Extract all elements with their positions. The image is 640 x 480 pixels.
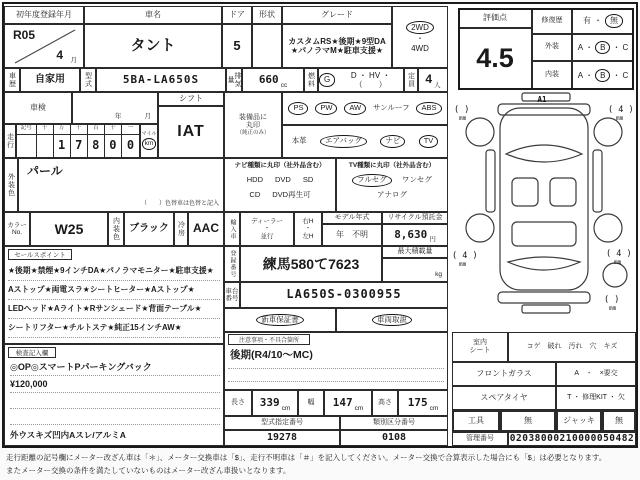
rear-bumper-shape — [498, 292, 590, 303]
rear-window-shape — [508, 257, 580, 270]
spare-tire-value: T ・ 修理KIT ・ 欠 — [556, 386, 636, 410]
sales-line-4: シートリフター★チルトステ★純正15インチAW★ — [8, 319, 220, 338]
shaken-year-unit: 年 — [115, 112, 122, 120]
tread-spare-unit: mm — [609, 305, 617, 312]
payload-label: 最大積載量 — [382, 246, 448, 258]
length-unit: cm — [281, 404, 291, 412]
handle-side-cell — [294, 212, 322, 246]
windshield-value: A ・ ×要交 — [556, 362, 636, 386]
grade-line1: カスタムRS★後期★9型DA — [288, 36, 386, 46]
shape-value — [252, 24, 282, 68]
nav-dvd: DVD — [274, 175, 291, 185]
fuel-gasoline-marked: G — [319, 73, 335, 86]
interior-grade-value — [572, 61, 634, 90]
interior-grade-a: A — [577, 70, 584, 80]
payload-value — [382, 258, 448, 282]
class-designation-label: 類別区分番号 — [340, 416, 448, 430]
equipment-title-2: 丸印 — [246, 121, 260, 129]
mileage-digit-symbol — [17, 135, 37, 157]
exterior-grade-c: C — [622, 42, 629, 52]
nav-dvd-play: DVD再生可 — [272, 190, 311, 200]
mileage-grid-digits — [17, 135, 139, 157]
nav-row1 — [247, 176, 314, 185]
sales-line-1: ★後期★禁煙★9インチDA★パノラマモニター★駐車支援★ — [8, 262, 220, 281]
inspection-rule-1 — [10, 408, 220, 409]
shift-value: IAT — [158, 106, 224, 158]
tv-row1 — [352, 174, 432, 187]
recycle-fee-unit: 円 — [429, 235, 436, 243]
warranty-booklet-marked: 新車保証書 — [256, 314, 304, 327]
mileage-head-100: 百 — [88, 125, 105, 134]
history-label: 車歴 — [4, 68, 20, 92]
ac-label: 冷房 — [174, 212, 188, 246]
exterior-grade-a: A — [577, 42, 584, 52]
tread-rear-right-unit: mm — [614, 259, 622, 266]
seat-label-1: 室内 — [473, 338, 487, 346]
management-number-value: 02038000210000050482 — [508, 432, 636, 446]
mileage-digit-100: 8 — [88, 135, 105, 157]
exterior-sep2: ・ — [612, 42, 621, 52]
height-number: 175 — [407, 395, 428, 409]
car-name-value: タント — [84, 24, 222, 68]
evaluation-score-value: 4.5 — [458, 28, 532, 90]
reg-month-unit: 月 — [70, 56, 77, 64]
height-unit: cm — [429, 404, 439, 412]
tv-analog: アナログ — [377, 190, 407, 200]
car-top-view-diagram — [452, 90, 636, 332]
nav-cd: CD — [249, 190, 261, 200]
type-designation-label: 型式指定番号 — [224, 416, 340, 430]
nav-type-title: ナビ種類に丸印（社外品含む） — [234, 162, 326, 169]
grade-label: グレード — [282, 6, 392, 24]
import-label: 輸入車 — [224, 212, 240, 246]
jack-label: ジャッキ — [556, 410, 602, 432]
equip-leather: 本革 — [291, 136, 307, 146]
repair-history-label: 修復歴 — [532, 8, 572, 34]
tv-type-cell — [336, 158, 448, 212]
spare-tire-shape — [603, 263, 627, 287]
wheel-rear-right — [594, 214, 622, 242]
tread-rear-right: ( 4 ) — [606, 249, 632, 259]
exterior-color-label: 外装色 — [4, 158, 18, 212]
first-registration-value — [4, 24, 84, 68]
model-year-label: モデル年式 — [322, 212, 382, 224]
class-designation-value: 0108 — [340, 430, 448, 446]
width-number: 147 — [332, 395, 353, 409]
windshield-label: フロントガラス — [452, 362, 556, 386]
equipment-row1 — [282, 92, 448, 125]
width-unit: cm — [354, 404, 364, 412]
seat-rear-bench — [512, 222, 576, 246]
exterior-grade-label: 外装 — [532, 34, 572, 61]
interior-grade-c: C — [622, 70, 629, 80]
displacement-value — [242, 68, 304, 92]
mileage-head-10k: 万 — [54, 125, 71, 134]
payload-unit: kg — [435, 270, 442, 278]
capacity-value — [418, 68, 448, 92]
seat-front-right — [550, 178, 576, 206]
interior-sep2: ・ — [612, 70, 621, 80]
shift-label: シフト — [158, 92, 224, 106]
interior-color-value: ブラック — [124, 212, 174, 246]
seat-condition-options: コゲ 破れ 汚れ 穴 キズ — [508, 332, 636, 362]
repair-sep: ・ — [594, 16, 602, 26]
mileage-head-10: 十 — [105, 125, 122, 134]
length-number: 339 — [259, 395, 280, 409]
equip-airbag-marked: エアバッグ — [320, 135, 367, 148]
inspection-notes-title: 検査記入欄 — [8, 347, 56, 358]
mileage-head-symbol: 記号 — [17, 125, 37, 134]
import-dealer-cell — [240, 212, 294, 246]
color-change-note: （ ）色替車は色替と記入 — [140, 201, 219, 208]
shaken-value — [72, 92, 158, 124]
import-dealer: ディーラー — [251, 217, 283, 225]
displacement-label: 排気量 — [226, 68, 242, 92]
model-code-value: 5BA-LA650S — [96, 68, 226, 92]
mileage-digit-10: 0 — [105, 135, 122, 157]
exterior-grade-b-marked: B — [595, 41, 610, 54]
recycle-fee-value — [382, 224, 448, 246]
fuel-label: 燃料 — [304, 68, 318, 92]
exterior-grade-value — [572, 34, 634, 61]
shaken-month-unit: 月 — [144, 112, 151, 120]
reg-month: 4 — [56, 48, 63, 63]
shape-label: 形状 — [252, 6, 282, 24]
car-name-label: 車名 — [84, 6, 222, 24]
equipment-title-1: 装備品に — [239, 113, 267, 121]
interior-sep1: ・ — [585, 70, 594, 80]
tv-type-title: TV種類に丸印（社外品含む） — [348, 162, 436, 169]
inspection-line-1: ◎OP◎スマートPパーキングバック — [10, 360, 220, 376]
handle-left: 左H — [302, 232, 314, 240]
recycle-fee-number: 8,630 — [394, 227, 428, 241]
tread-front-left-unit: mm — [459, 115, 467, 122]
seat-front-left — [512, 178, 538, 206]
mileage-digit-1k: 7 — [71, 135, 88, 157]
sales-line-3: LEDヘッド★Aライト★Rサンシェード★背面テーブル★ — [8, 300, 220, 319]
notes-rule-1 — [228, 368, 444, 369]
tv-fullseg-marked: フルセグ — [352, 174, 392, 187]
tread-rear-left: ( 4 ) — [452, 251, 478, 261]
seat-condition-label — [452, 332, 508, 362]
equip-sunroof: サンルーフ — [373, 103, 410, 113]
mileage-head-1k: 千 — [71, 125, 88, 134]
car-body-outline — [500, 108, 588, 290]
equip-aw-marked: AW — [344, 102, 366, 115]
grade-value — [282, 24, 392, 68]
displacement-unit: cc — [280, 81, 288, 89]
drive-separator: ・ — [416, 34, 424, 44]
mileage-unit-cell — [140, 124, 158, 158]
door-value: 5 — [222, 24, 252, 68]
type-designation-value: 19278 — [224, 430, 340, 446]
tread-front-left: ( ) — [454, 105, 470, 115]
footer-disclaimer-line2: またメーター交換の条件を満たしていないものはメーター改ざん車扱いとなります。 — [6, 466, 291, 476]
equipment-title — [224, 92, 282, 158]
exterior-color-cell — [18, 158, 224, 212]
model-year-value: 年 不明 — [322, 224, 382, 246]
history-value: 自家用 — [20, 68, 80, 92]
exterior-sep1: ・ — [585, 42, 594, 52]
notes-text: 後期(R4/10～MC) — [230, 348, 313, 361]
nav-sd: SD — [302, 175, 314, 185]
equipment-row2 — [282, 125, 448, 158]
chassis-number-label-text: 車台番号 — [225, 287, 239, 302]
tools-value: 無 — [500, 410, 556, 432]
interior-grade-label: 内装 — [532, 61, 572, 90]
mile-option: マイル — [141, 131, 157, 138]
import-parallel: 並行 — [260, 232, 274, 240]
tv-oneseg: ワンセグ — [401, 175, 432, 185]
spare-tire-label: スペアタイヤ — [452, 386, 556, 410]
km-marked: km — [142, 138, 157, 149]
tools-label: 工具 — [452, 410, 500, 432]
equip-pw-marked: PW — [315, 102, 337, 115]
grade-line2: ★パノラマM★駐車支援★ — [290, 46, 384, 55]
equip-tv-marked: TV — [419, 135, 439, 148]
width-label: 幅 — [298, 390, 324, 416]
handle-right: 右H — [302, 217, 314, 225]
color-no-label: カラーNo. — [4, 212, 30, 246]
equip-ps-marked: PS — [288, 102, 308, 115]
tread-front-right: ( 4 ) — [608, 105, 634, 115]
mileage-digit-10k: 1 — [54, 135, 71, 157]
length-label: 長さ — [224, 390, 252, 416]
registration-number-label: 登録番号 — [224, 246, 240, 282]
wheel-front-right — [594, 118, 622, 146]
interior-grade-b-marked: B — [595, 69, 610, 82]
ac-value: AAC — [188, 212, 224, 246]
sales-points-title: セールスポイント — [8, 249, 72, 260]
mileage-grid-headers — [17, 125, 139, 135]
wheel-front-left — [466, 118, 494, 146]
displacement-number: 660 — [258, 72, 279, 86]
nav-row2 — [249, 191, 310, 200]
sales-line-2: Aストップ★両電スラ★シートヒーター★Aストップ★ — [8, 281, 220, 300]
footer-disclaimer-line1: 走行距離の記号欄にメーター改ざん車は「＊」、メーター交換車は「$」、走行不明車は「＃」を記入してください。メーター交換で合算表示した場合にも「$」は必要となります。 — [6, 453, 607, 463]
height-label: 高さ — [372, 390, 398, 416]
capacity-unit: 人 — [434, 81, 441, 89]
recycle-fee-label: リサイクル預託金 — [382, 212, 448, 224]
equip-abs-marked: ABS — [416, 102, 441, 115]
shaken-label: 車検 — [4, 92, 72, 124]
width-value — [324, 390, 372, 416]
inspection-line-2: ¥120,000 — [10, 377, 220, 393]
drive-4wd: 4WD — [411, 43, 429, 53]
chassis-number-label — [224, 282, 240, 308]
jack-value: 無 — [602, 410, 636, 432]
side-molding-right — [593, 150, 602, 212]
exterior-color-value: パール — [27, 164, 63, 178]
inspection-bottom-line: 外ウスキズ凹内Aスレ/アルミA — [10, 430, 126, 441]
repair-yes: 有 — [583, 16, 591, 26]
evaluation-score-label: 評価点 — [458, 8, 532, 28]
first-registration-label: 初年度登録年月 — [4, 6, 84, 24]
interior-color-label: 内装色 — [108, 212, 124, 246]
notes-title: 注意事項・不具合箇所 — [228, 334, 310, 345]
drive-type-cell — [392, 6, 448, 68]
inspection-rule-2 — [10, 424, 220, 425]
owner-manual-cell — [336, 308, 448, 332]
mileage-head-100k: 十 — [37, 125, 54, 134]
reg-era: R05 — [13, 28, 36, 42]
color-no-value: W25 — [30, 212, 108, 246]
model-code-label: 型式 — [80, 68, 96, 92]
seat-label-2: シート — [469, 347, 491, 354]
tread-rear-left-unit: mm — [459, 261, 467, 268]
rear-plate-shape — [522, 305, 570, 313]
tread-spare: ( ) — [604, 295, 620, 305]
car-diagram-area — [452, 90, 636, 332]
door-label: ドア — [222, 6, 252, 24]
mileage-head-1: 一 — [127, 125, 134, 131]
equipment-title-3: （純正のみ） — [236, 129, 270, 136]
warranty-booklet-cell — [224, 308, 336, 332]
import-sep1: ・ — [263, 225, 271, 233]
mileage-label: 走行 — [4, 124, 16, 158]
mileage-digit-1: 0 — [126, 138, 135, 153]
capacity-label: 定員 — [404, 68, 418, 92]
damage-code-front: A1 — [537, 95, 547, 104]
side-molding-left — [486, 150, 495, 212]
equip-navi-marked: ナビ — [380, 135, 405, 148]
capacity-number: 4 — [425, 72, 433, 87]
fuel-value — [318, 68, 404, 92]
nav-type-cell — [224, 158, 336, 212]
registration-number-value: 練馬580て7623 — [240, 246, 382, 282]
import-sep2: ・ — [304, 225, 312, 233]
repair-history-value — [572, 8, 634, 34]
windshield-shape — [506, 145, 582, 162]
chassis-number-value: LA650S-0300955 — [240, 282, 448, 308]
length-value — [252, 390, 298, 416]
nav-hdd: HDD — [246, 175, 263, 185]
owner-manual-marked: 車両取説 — [372, 314, 412, 327]
fuel-other-options: D ・ HV ・ （ ） — [350, 70, 391, 89]
mileage-digit-100k — [37, 135, 54, 157]
management-number-label: 管理番号 — [452, 432, 508, 446]
repair-no-marked: 無 — [605, 14, 623, 27]
height-value — [398, 390, 448, 416]
drive-2wd-marked: 2WD — [406, 21, 434, 34]
wheel-rear-left — [466, 214, 494, 242]
tv-row2 — [377, 191, 407, 200]
tread-front-right-unit: mm — [616, 115, 624, 122]
notes-rule-2 — [228, 381, 444, 382]
mileage-grid — [16, 124, 140, 158]
